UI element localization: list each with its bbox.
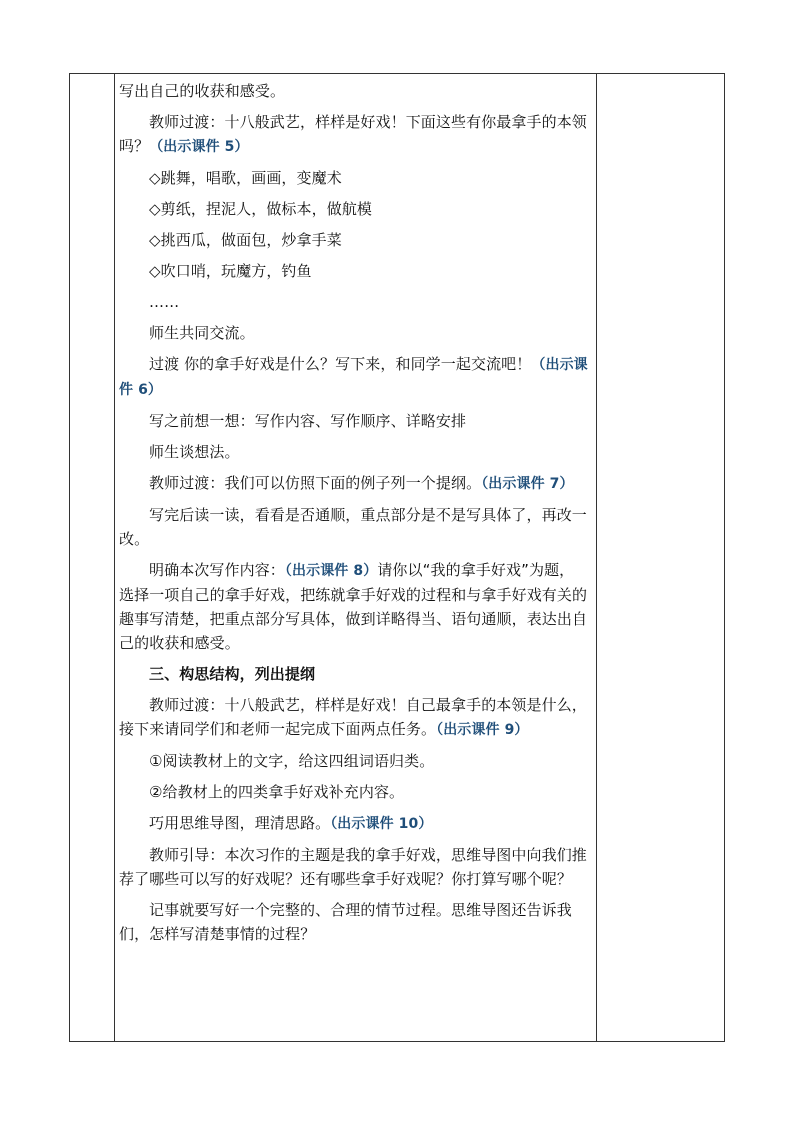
paragraph-text: ◇吹口哨，玩魔方，钓鱼 (149, 262, 312, 280)
courseware-reference: （出示课件 6） (119, 357, 588, 398)
paragraph-text: 写出自己的收获和感受。 (119, 82, 286, 100)
courseware-reference: （出示课件 8） (284, 563, 378, 579)
lesson-paragraph (119, 197, 589, 221)
column-divider-right (596, 74, 597, 1041)
paragraph-text: 三、构思结构，列出提纲 (149, 665, 316, 683)
paragraph-text: ②给教材上的四类拿手好戏补充内容。 (149, 783, 405, 801)
paragraph-text: ◇剪纸，捏泥人，做标本，做航模 (149, 200, 373, 218)
lesson-paragraph (119, 440, 589, 464)
column-divider-left (114, 74, 115, 1041)
paragraph-text: 记事就要写好一个完整的、合理的情节过程。思维导图还告诉我们，怎样写清楚事情的过程？ (119, 901, 572, 943)
lesson-paragraph (119, 259, 589, 283)
lesson-paragraph (119, 471, 589, 496)
paragraph-text: 教师过渡：我们可以仿照下面的例子列一个提纲。 (149, 474, 482, 492)
lesson-paragraph (119, 79, 589, 103)
lesson-paragraph (119, 693, 589, 742)
paragraph-text: 教师过渡：十八般武艺，样样是好戏！下面这些有你最拿手的本领吗？ (119, 113, 587, 155)
lesson-content (119, 79, 589, 953)
paragraph-text: 过渡 你的拿手好戏是什么？写下来，和同学一起交流吧！ (149, 355, 532, 373)
lesson-paragraph (119, 290, 589, 314)
paragraph-text: ◇跳舞，唱歌，画画，变魔术 (149, 169, 342, 187)
lesson-paragraph (119, 843, 589, 891)
courseware-reference: （出示课件 7） (481, 476, 574, 492)
paragraph-text: 教师引导：本次习作的主题是我的拿手好戏，思维导图中向我们推荐了哪些可以写的好戏呢？还有哪些拿手好戏呢？你打算写哪个呢？ (119, 846, 587, 888)
lesson-paragraph (119, 352, 589, 402)
paragraph-text: 写之前想一想：写作内容、写作顺序、详略安排 (149, 412, 467, 430)
section-heading (119, 662, 589, 686)
lesson-paragraph (119, 811, 589, 836)
courseware-reference: （出示课件 5） (149, 139, 249, 155)
paragraph-text: 师生谈想法。 (149, 443, 240, 461)
courseware-reference: （出示课件 9） (436, 722, 529, 738)
lesson-paragraph (119, 228, 589, 252)
paragraph-text: 师生共同交流。 (149, 324, 255, 342)
lesson-paragraph (119, 749, 589, 773)
paragraph-text: 明确本次写作内容： (149, 561, 285, 579)
lesson-paragraph (119, 166, 589, 190)
courseware-reference: （出示课件 10） (330, 816, 433, 832)
paragraph-text: …… (149, 293, 180, 311)
lesson-paragraph (119, 558, 589, 655)
lesson-paragraph (119, 110, 589, 159)
lesson-paragraph (119, 409, 589, 433)
paragraph-text: 教师过渡：十八般武艺，样样是好戏！自己最拿手的本领是什么，接下来请同学们和老师一起完成下面两点任务。 (119, 696, 587, 738)
lesson-paragraph (119, 321, 589, 345)
lesson-paragraph (119, 503, 589, 551)
lesson-paragraph (119, 898, 589, 946)
paragraph-text: 请你以“我的拿手好戏”为题，选择一项自己的拿手好戏，把练就拿手好戏的过程和与拿手好戏有关的趣事写清楚，把重点部分写具体，做到详略得当、语句通顺，表达出自己的收获和感受。 (119, 561, 588, 652)
lesson-paragraph (119, 780, 589, 804)
paragraph-text: ◇挑西瓜，做面包，炒拿手菜 (149, 231, 342, 249)
paragraph-text: ①阅读教材上的文字，给这四组词语归类。 (149, 752, 435, 770)
paragraph-text: 巧用思维导图，理清思路。 (149, 814, 331, 832)
paragraph-text: 写完后读一读，看看是否通顺，重点部分是不是写具体了，再改一改。 (119, 506, 587, 548)
